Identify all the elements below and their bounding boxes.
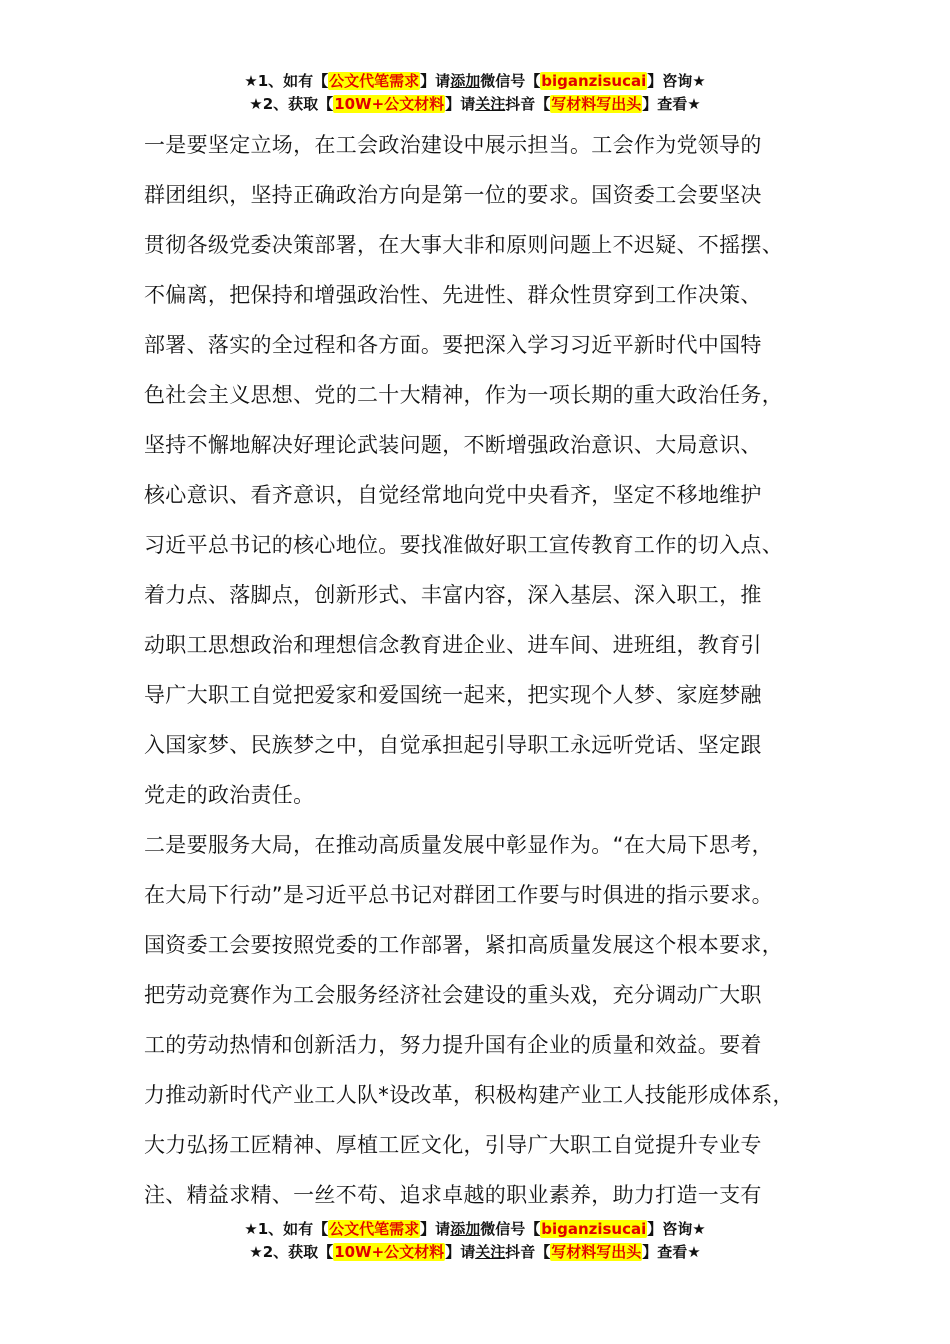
banner-line-1	[0, 70, 950, 93]
underlined-text: 关注	[475, 95, 506, 113]
banner-line-2	[0, 93, 950, 116]
underlined-text: 添加	[450, 1220, 481, 1238]
text-line: 国资委工会要按照党委的工作部署，紧扣高质量发展这个根本要求，	[144, 933, 783, 957]
highlight-douyin-id: 写材料写出头	[551, 95, 642, 113]
banner-text: ★1、如有【	[244, 72, 329, 90]
banner-text: ★2、获取【	[249, 1243, 334, 1261]
footer-banner	[0, 1218, 950, 1264]
text-line: 在大局下行动”是习近平总书记对群团工作要与时俱进的指示要求。	[144, 883, 773, 907]
text-line: 色社会主义思想、党的二十大精神，作为一项长期的重大政治任务，	[144, 383, 783, 407]
text-line: 习近平总书记的核心地位。要找准做好职工宣传教育工作的切入点、	[144, 533, 783, 557]
banner-text: 抖音【	[505, 1243, 551, 1261]
text-line: 贯彻各级党委决策部署，在大事大非和原则问题上不迟疑、不摇摆、	[144, 233, 783, 257]
text-line: 大力弘扬工匠精神、厚植工匠文化，引导广大职工自觉提升专业专	[144, 1133, 762, 1157]
text-line: 动职工思想政治和理想信念教育进企业、进车间、进班组，教育引	[144, 633, 762, 657]
highlight-douyin-id: 写材料写出头	[551, 1243, 642, 1261]
paragraph-1	[144, 120, 834, 820]
banner-line-2	[0, 1241, 950, 1264]
banner-text: 】请	[445, 95, 476, 113]
banner-line-1	[0, 1218, 950, 1241]
banner-text: 】咨询★	[647, 1220, 706, 1238]
highlight-service: 公文代笔需求	[329, 72, 420, 90]
banner-text: 微信号【	[480, 1220, 541, 1238]
banner-text: 】请	[420, 1220, 451, 1238]
underlined-text: 关注	[475, 1243, 506, 1261]
banner-text: ★1、如有【	[244, 1220, 329, 1238]
banner-text: 抖音【	[505, 95, 551, 113]
text-line: 坚持不懈地解决好理论武装问题，不断增强政治意识、大局意识、	[144, 433, 762, 457]
text-line: 不偏离，把保持和增强政治性、先进性、群众性贯穿到工作决策、	[144, 283, 762, 307]
banner-text: 微信号【	[480, 72, 541, 90]
banner-text: 】咨询★	[647, 72, 706, 90]
text-line: 二是要服务大局，在推动高质量发展中彰显作为。“在大局下思考，	[144, 833, 773, 857]
paragraph-2	[144, 820, 834, 1220]
text-line: 核心意识、看齐意识，自觉经常地向党中央看齐，坚定不移地维护	[144, 483, 762, 507]
banner-text: ★2、获取【	[249, 95, 334, 113]
highlight-wechat-id: biganzisucai	[541, 72, 647, 90]
banner-text: 】请	[445, 1243, 476, 1261]
text-line: 着力点、落脚点，创新形式、丰富内容，深入基层、深入职工，推	[144, 583, 762, 607]
text-line: 一是要坚定立场，在工会政治建设中展示担当。工会作为党领导的	[144, 133, 762, 157]
text-line: 入国家梦、民族梦之中，自觉承担起引导职工永远听党话、坚定跟	[144, 733, 762, 757]
highlight-wechat-id: biganzisucai	[541, 1220, 647, 1238]
document-body	[144, 120, 834, 1220]
banner-text: 】查看★	[642, 1243, 701, 1261]
highlight-service: 公文代笔需求	[329, 1220, 420, 1238]
text-line: 党走的政治责任。	[144, 783, 315, 807]
text-line: 把劳动竞赛作为工会服务经济社会建设的重头戏，充分调动广大职	[144, 983, 762, 1007]
text-line: 注、精益求精、一丝不苟、追求卓越的职业素养，助力打造一支有	[144, 1183, 762, 1207]
text-line: 部署、落实的全过程和各方面。要把深入学习习近平新时代中国特	[144, 333, 762, 357]
text-line: 力推动新时代产业工人队*设改革，积极构建产业工人技能形成体系，	[144, 1083, 794, 1107]
text-line: 群团组织，坚持正确政治方向是第一位的要求。国资委工会要坚决	[144, 183, 762, 207]
banner-text: 】请	[420, 72, 451, 90]
highlight-materials: 10W+公文材料	[334, 95, 445, 113]
highlight-materials: 10W+公文材料	[334, 1243, 445, 1261]
header-banner	[0, 70, 950, 116]
banner-text: 】查看★	[642, 95, 701, 113]
text-line: 导广大职工自觉把爱家和爱国统一起来，把实现个人梦、家庭梦融	[144, 683, 762, 707]
text-line: 工的劳动热情和创新活力，努力提升国有企业的质量和效益。要着	[144, 1033, 762, 1057]
underlined-text: 添加	[450, 72, 481, 90]
